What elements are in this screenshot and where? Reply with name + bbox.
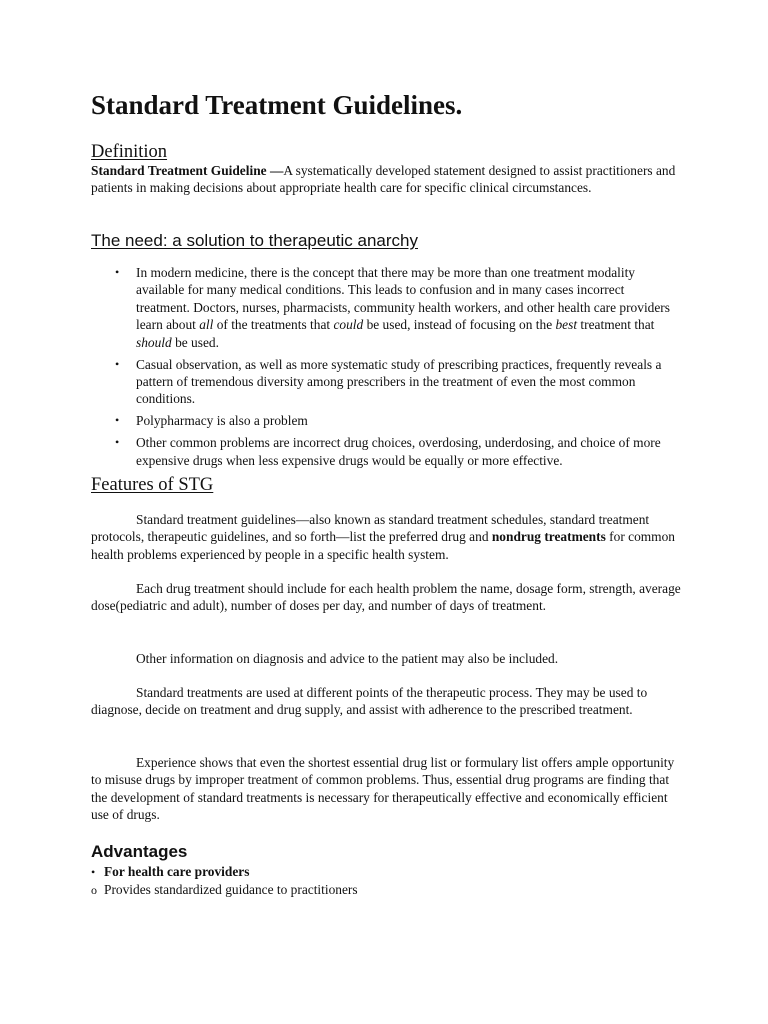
circle-bullet-marker: o xyxy=(91,883,97,897)
document-title: Standard Treatment Guidelines. xyxy=(91,90,463,120)
features-paragraph-3: Other information on diagnosis and advice to the patient may also be included. xyxy=(136,651,559,666)
advantages-item xyxy=(91,881,358,899)
list-item: • Other common problems are incorrect drug choices, overdosing, underdosing, and choice of more expensive drugs when less expensive drugs would be equally or more effective. xyxy=(115,435,661,468)
bullet-marker: • xyxy=(115,356,120,371)
features-paragraph-2: Each drug treatment should include for each health problem the name, dosage form, strength, average dose(pediatric and adult), number of doses per day, and number of days of treatment. xyxy=(91,581,681,614)
definition-text: A systematically developed statement designed to assist practitioners and patients in making decisions about appropriate health care for specific clinical circumstances. xyxy=(91,163,676,196)
bullet-marker: • xyxy=(115,435,120,450)
list-item: • In modern medicine, there is the concept that there may be more than one treatment modality available for many medical conditions. This leads to confusion and in many cases incorrect treatment. Doctors, nurses, pharmacists, community health workers, and other health care providers learn about all of the treatments that could be used, instead of focusing on the best treatment that should be used. xyxy=(115,265,670,350)
advantages-group xyxy=(91,863,249,881)
advantages-item-label: Provides standardized guidance to practitioners xyxy=(104,882,358,897)
bullet-marker: • xyxy=(115,265,120,279)
need-bullet-list xyxy=(91,264,681,473)
features-paragraph-4: Standard treatments are used at different points of the therapeutic process. They may be used to diagnose, decide on treatment and drug supply, and assist with adherence to the prescribed treatment. xyxy=(91,685,648,718)
list-item: • Polypharmacy is also a problem xyxy=(115,413,308,429)
definition-paragraph xyxy=(91,162,681,197)
advantages-heading: Advantages xyxy=(91,842,188,861)
definition-heading: Definition xyxy=(91,142,168,162)
bullet-marker: • xyxy=(115,413,120,428)
advantages-group-label: For health care providers xyxy=(104,864,250,879)
features-heading: Features of STG xyxy=(91,475,214,495)
features-paragraph-1: Standard treatment guidelines—also known as standard treatment schedules, standard treatment protocols, therapeutic guidelines, and so forth—list the preferred drug and nondrug treatments for common health problems experienced by people in a specific health system. xyxy=(91,512,675,562)
bullet-marker: • xyxy=(91,865,96,879)
list-item: • Casual observation, as well as more systematic study of prescribing practices, frequently reveals a pattern of tremendous diversity among prescribers in the treatment of even the most common conditions. xyxy=(115,356,662,407)
definition-dash: — xyxy=(266,163,284,178)
definition-term: Standard Treatment Guideline xyxy=(91,163,267,178)
need-heading: The need: a solution to therapeutic anarchy xyxy=(91,231,418,250)
features-paragraph-5: Experience shows that even the shortest essential drug list or formulary list offers ample opportunity to misuse drugs by improper treatment of common problems. Thus, essential drug programs are finding that the development of standard treatments is necessary for therapeutically effective and economically efficient use of drugs. xyxy=(91,755,675,823)
